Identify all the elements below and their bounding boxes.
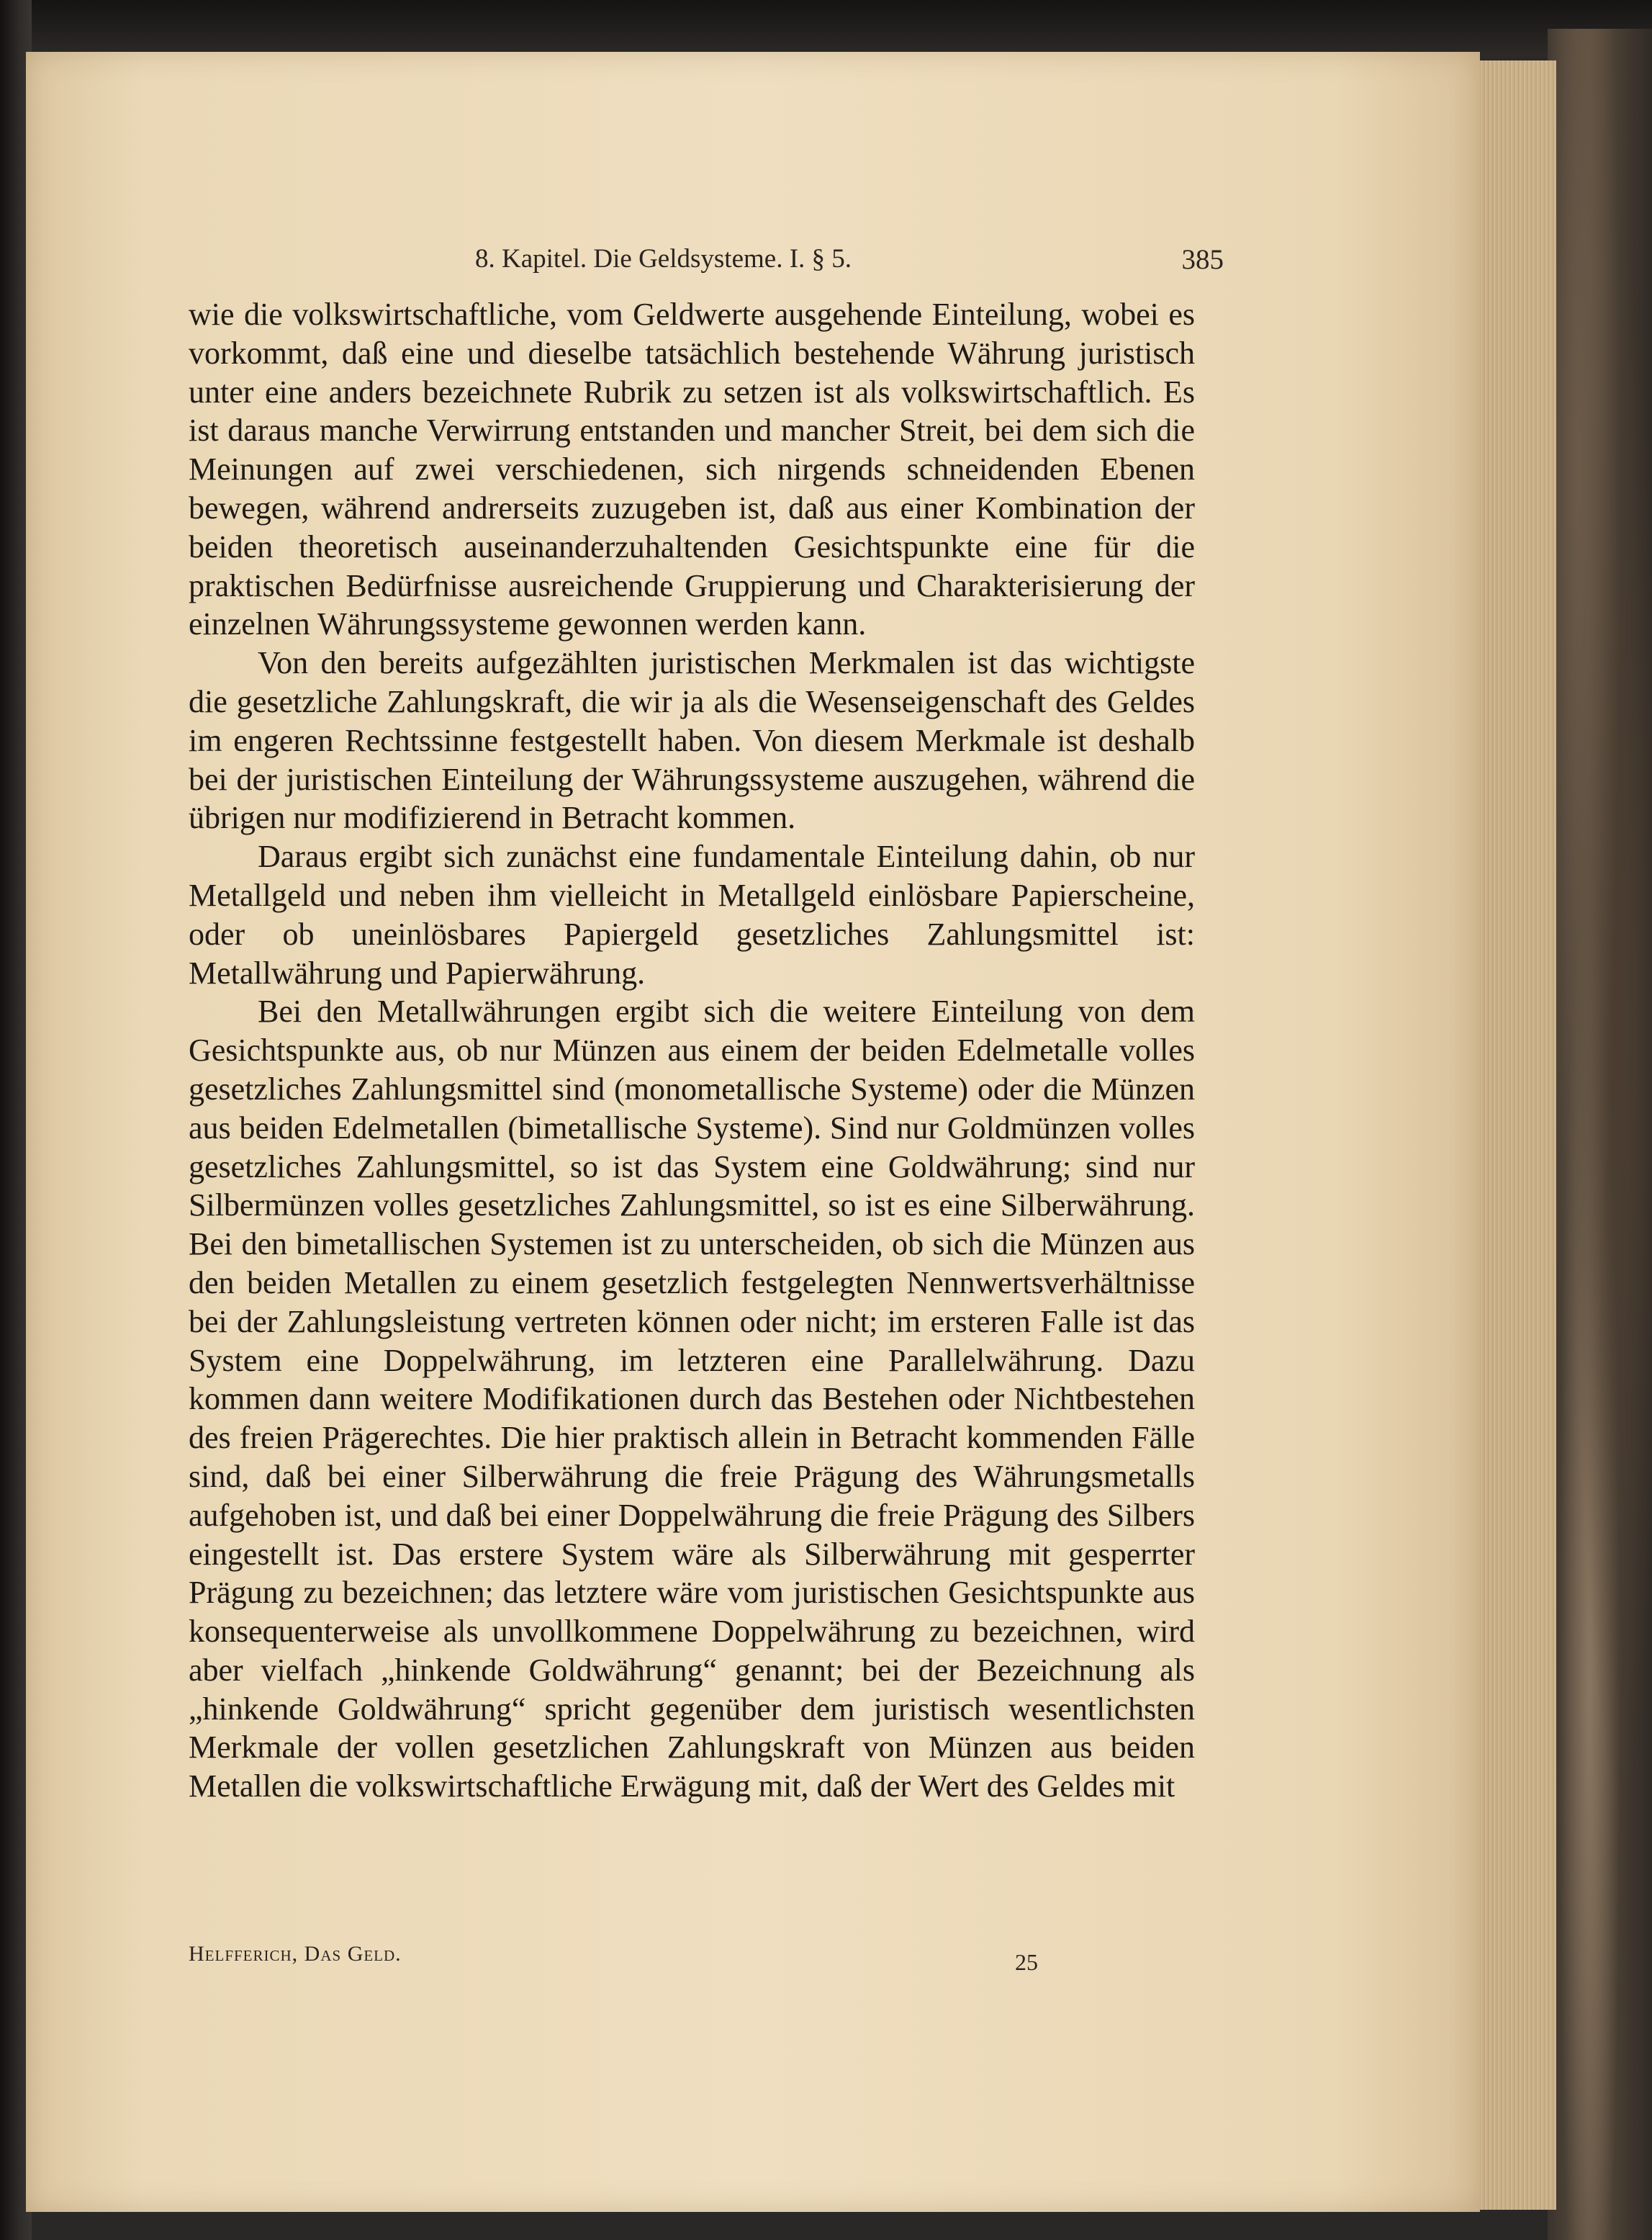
page-number: 385 bbox=[1181, 244, 1224, 275]
author-imprint bbox=[189, 1942, 402, 1966]
paragraph: wie die volkswirtschaftliche, vom Geldwerte ausgehende Einteilung, wobei es vorkommt, daß eine und dieselbe tatsächlich bestehende Währung juristisch unter eine anders bezeichnete Rubrik zu setzen ist als volkswirtschaftlich. Es ist daraus manche Verwirrung entstanden und mancher Streit, bei dem sich die Meinungen auf zwei verschiedenen, sich nirgends schneidenden Ebenen bewegen, während andrerseits zuzugeben ist, daß aus einer Kombination der beiden theoretisch auseinanderzuhaltenden Gesichtspunkte eine für die praktischen Bedürfnisse ausreichende Gruppierung und Charakterisierung der einzelnen Währungssysteme gewonnen werden kann. bbox=[189, 297, 1195, 642]
body-text bbox=[189, 295, 1195, 1806]
running-head: 8. Kapitel. Die Geldsysteme. I. § 5. bbox=[475, 244, 852, 274]
author-text: Helfferich, Das Geld. bbox=[189, 1942, 402, 1966]
marbled-cover-edge bbox=[1548, 29, 1652, 2240]
page-footer bbox=[189, 1942, 1038, 1975]
paragraph: Daraus ergibt sich zunächst eine fundamentale Einteilung dahin, ob nur Metallgeld und neben ihm vielleicht in Metallgeld einlösbare Papierscheine, oder ob uneinlösbares Papiergeld gesetzliches Zahlungsmittel ist: Metallwährung und Papierwährung. bbox=[189, 839, 1195, 991]
sheet-signature: 25 bbox=[1015, 1949, 1038, 1975]
book-cover-top bbox=[0, 0, 1652, 58]
page-edges bbox=[1468, 60, 1556, 2210]
page-header bbox=[475, 243, 1224, 279]
paragraph: Von den bereits aufgezählten juristischen Merkmalen ist das wichtigste die gesetzliche Zahlungskraft, die wir ja als die Wesenseigenschaft des Geldes im engeren Rechtssinne festgestellt haben. Von diesem Merkmale ist deshalb bei der juristischen Einteilung der Währungssysteme auszugehen, während die übrigen nur modifizierend in Betracht kommen. bbox=[189, 645, 1195, 836]
paragraph: Bei den Metallwährungen ergibt sich die weitere Einteilung von dem Gesichtspunkte aus, ob nur Münzen aus einem der beiden Edelmetalle volles gesetzliches Zahlungsmittel sind (monometallische Systeme) oder die Münzen aus beiden Edelmetallen (bimetallische Systeme). Sind nur Goldmünzen volles gesetzliches Zahlungsmittel, so ist das System eine Goldwährung; sind nur Silbermünzen volles gesetzliches Zahlungsmittel, so ist es eine Silberwährung. Bei den bimetallischen Systemen ist zu unterscheiden, ob sich die Münzen aus den beiden Metallen zu einem gesetzlich festgelegten Nennwertsverhältnisse bei der Zahlungsleistung vertreten können oder nicht; im ersteren Falle ist das System eine Doppelwährung, im letzteren eine Parallelwährung. Dazu kommen dann weitere Modifikationen durch das Bestehen oder Nichtbestehen des freien Prägerechtes. Die hier praktisch allein in Betracht kommenden Fälle sind, daß bei einer Silberwährung die freie Prägung des Währungsmetalls aufgehoben ist, und daß bei einer Doppelwährung die freie Prägung des Silbers eingestellt ist. Das erstere System wäre als Silberwährung mit gesperrter Prägung zu bezeichnen; das letztere wäre vom juristischen Gesichtspunkte aus konsequenterweise als unvollkommene Doppelwährung zu bezeichnen, wird aber vielfach „hinkende Goldwährung“ genannt; bei der Bezeichnung als „hinkende Goldwährung“ spricht gegenüber dem juristisch wesentlichsten Merkmale der vollen gesetzlichen Zahlungskraft von Münzen aus beiden Metallen die volkswirtschaftliche Erwägung mit, daß der Wert des Geldes mit bbox=[189, 994, 1195, 1804]
